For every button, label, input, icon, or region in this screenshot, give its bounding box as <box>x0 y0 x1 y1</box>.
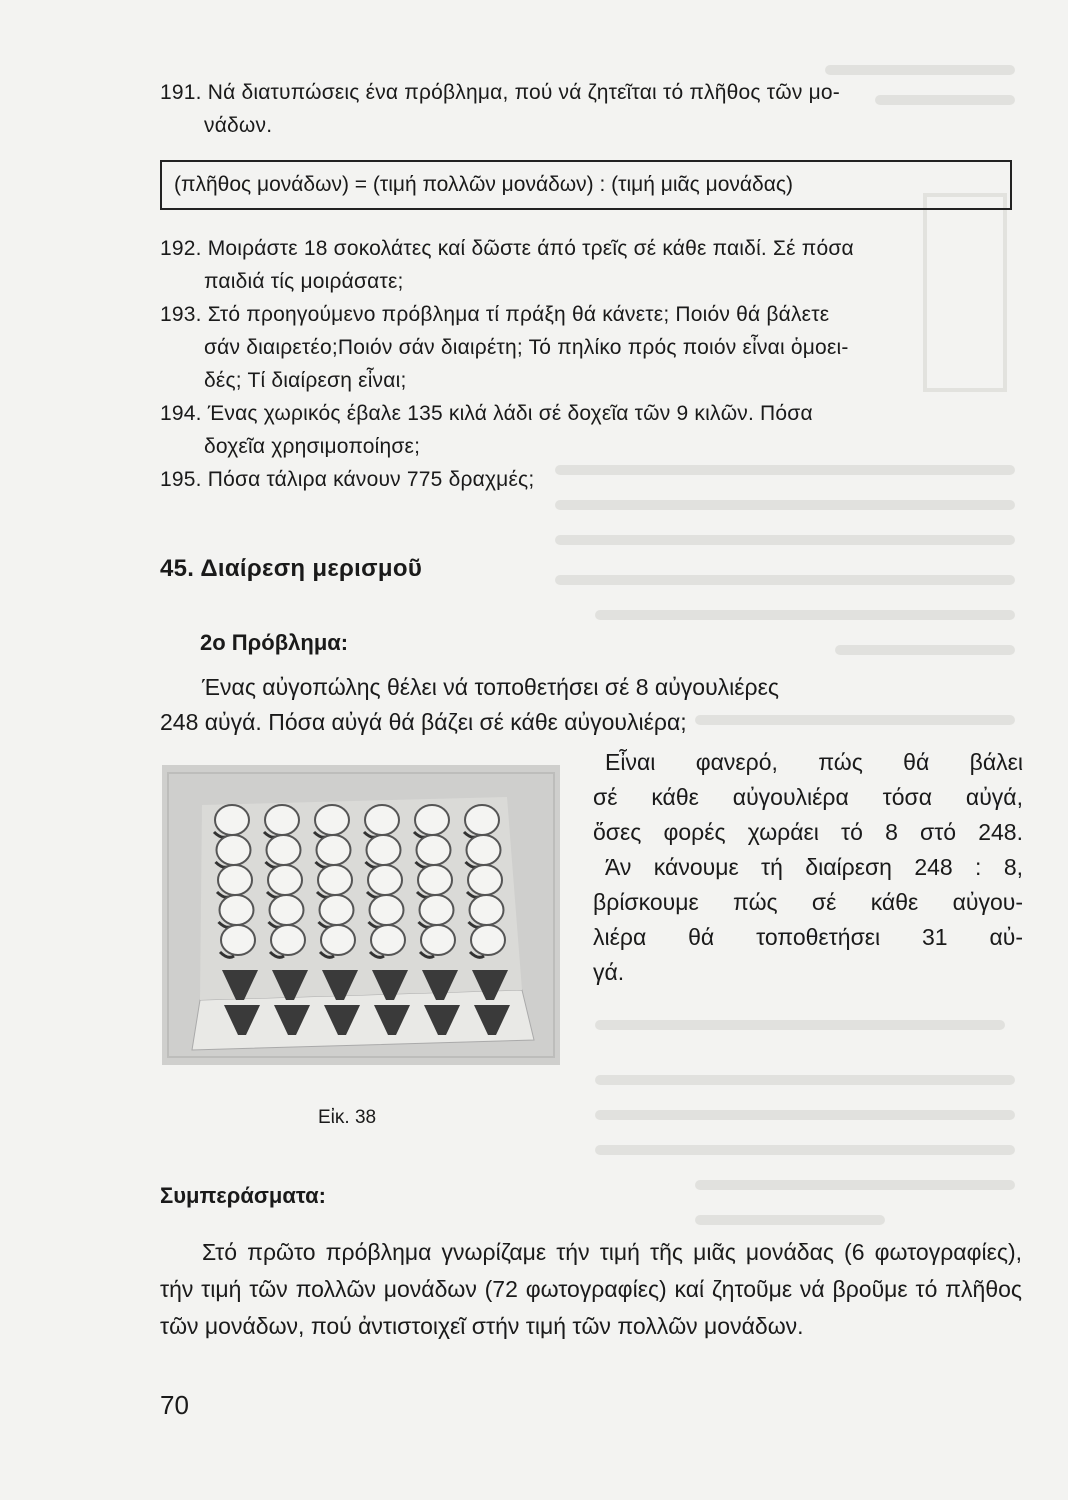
explanation-line-5: βρίσκουμε πώς σέ κάθε αὐγου- <box>593 889 1023 915</box>
explanation-line-6: λιέρα θά τοποθετήσει 31 αὐ- <box>593 924 1023 950</box>
egg <box>417 835 451 865</box>
egg <box>371 925 405 955</box>
egg <box>471 925 505 955</box>
exercise-191 <box>160 76 1020 142</box>
conclusions-title: Συμπεράσματα: <box>160 1183 326 1208</box>
egg <box>368 865 402 895</box>
egg-trays-photo <box>162 765 560 1065</box>
exercise-191-line-1: 191. Νά διατυπώσεις ένα πρόβλημα, πού νά ζητεῖται τό πλῆθος τῶν μο- <box>160 81 840 104</box>
egg <box>367 835 401 865</box>
egg <box>365 805 399 835</box>
exercise-192-line-2: παιδιά τίς μοιράσατε; <box>204 270 404 293</box>
problem-line-1: Ένας αὐγοπώλης θέλει νά τοποθετήσει σέ 8 αὐγουλιέρες <box>202 674 779 700</box>
egg <box>470 895 504 925</box>
section-title: 45. Διαίρεση μερισμοῦ <box>160 555 423 582</box>
explanation-line-3: ὅσες φορές χωράει τό 8 στό 248. <box>593 819 1023 845</box>
exercise-195 <box>160 463 1020 496</box>
egg <box>265 805 299 835</box>
exercise-193-line-2: σάν διαιρετέο;Ποιόν σάν διαιρέτη; Τό πηλίκο πρός ποιόν εἶναι ὁμοει- <box>204 336 849 359</box>
exercise-194-line-2: δοχεῖα χρησιμοποίησε; <box>204 435 421 458</box>
egg <box>270 895 304 925</box>
egg <box>320 895 354 925</box>
explanation-line-1: Εἶναι φανερό, πώς θά βάλει <box>605 749 1023 775</box>
explanation-line-2: σέ κάθε αὐγουλιέρα τόσα αὐγά, <box>593 784 1023 810</box>
formula-box <box>160 160 1012 210</box>
egg <box>467 835 501 865</box>
egg <box>217 835 251 865</box>
egg <box>418 865 452 895</box>
exercise-194 <box>160 397 1020 463</box>
egg <box>318 865 352 895</box>
egg <box>215 805 249 835</box>
exercise-194-line-1: 194. Ένας χωρικός έβαλε 135 κιλά λάδι σέ δοχεῖα τῶν 9 κιλῶν. Πόσα <box>160 402 813 425</box>
exercise-193 <box>160 298 1020 397</box>
exercise-192-line-1: 192. Μοιράστε 18 σοκολάτες καί δῶστε άπό τρεῖς σέ κάθε παιδί. Σέ πόσα <box>160 237 854 260</box>
egg <box>468 865 502 895</box>
figure-caption: Εἰκ. 38 <box>318 1107 377 1128</box>
problem-line-2: 248 αὐγά. Πόσα αὐγά θά βάζει σέ κάθε αὐγουλιέρα; <box>160 709 687 735</box>
page-number: 70 <box>160 1390 189 1420</box>
egg <box>317 835 351 865</box>
egg <box>315 805 349 835</box>
egg <box>415 805 449 835</box>
egg <box>370 895 404 925</box>
conclusions-text: Στό πρῶτο πρόβλημα γνωρίζαμε τήν τιμή τῆς μιᾶς μονάδας (6 φωτογραφίες), τήν τιμή τῶν πολλῶν μονάδων (72 φωτογραφίες) καί ζητοῦμε νά βροῦμε τό πλῆθος τῶν μονάδων, πού ἀντιστοιχεῖ στήν τιμή τῶν πολλῶν μονάδων. <box>160 1239 1022 1339</box>
problem-heading: 2ο Πρόβλημα: <box>200 630 349 655</box>
egg <box>465 805 499 835</box>
egg <box>268 865 302 895</box>
egg <box>271 925 305 955</box>
egg <box>267 835 301 865</box>
exercise-193-line-1: 193. Στό προηγούμενο πρόβλημα τί πράξη θά κάνετε; Ποιόν θά βάλετε <box>160 303 830 326</box>
explanation-text <box>593 745 1023 990</box>
egg <box>321 925 355 955</box>
exercise-195-line-1: 195. Πόσα τάλιρα κάνουν 775 δραχμές; <box>160 468 535 491</box>
egg <box>421 925 455 955</box>
explanation-line-7: γά. <box>593 959 625 985</box>
exercise-191-line-2: νάδων. <box>204 114 273 137</box>
egg <box>218 865 252 895</box>
exercise-192 <box>160 232 1020 298</box>
egg <box>220 895 254 925</box>
formula-text: (πλῆθος μονάδων) = (τιμή πολλῶν μονάδων) : (τιμή μιᾶς μονάδας) <box>174 173 793 196</box>
egg <box>420 895 454 925</box>
egg <box>221 925 255 955</box>
explanation-line-4: Άν κάνουμε τή διαίρεση 248 : 8, <box>605 854 1023 880</box>
exercise-193-line-3: δές; Τί διαίρεση εἶναι; <box>204 369 407 392</box>
egg-trays-illustration <box>162 765 560 1065</box>
